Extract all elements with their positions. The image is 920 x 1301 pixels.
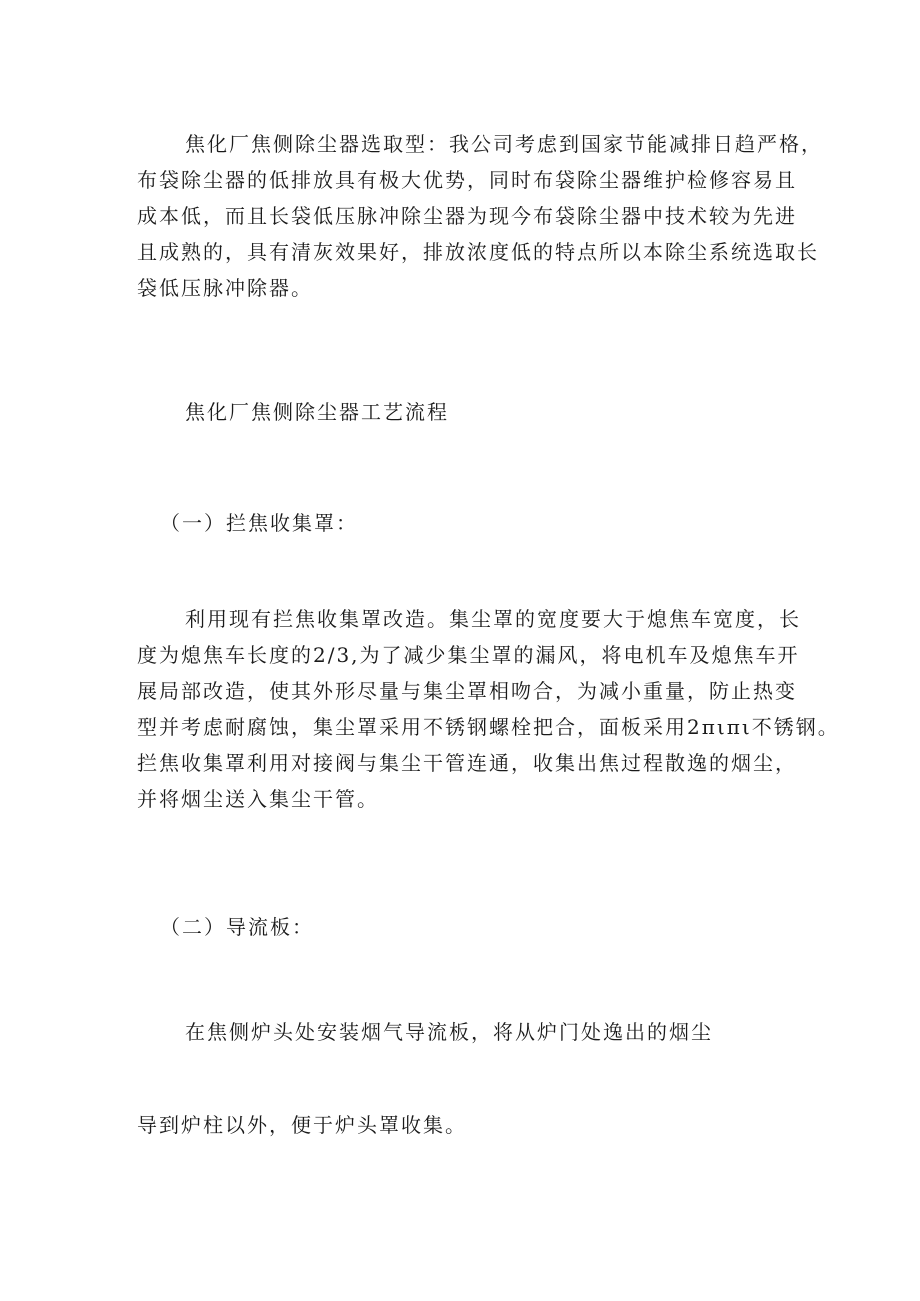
paragraph-line: 焦化厂焦侧除尘器选取型：我公司考虑到国家节能减排日趋严格， <box>185 132 823 156</box>
section-heading-process-flow: 焦化厂焦侧除尘器工艺流程 <box>185 400 449 424</box>
paragraph-deflector-line2 <box>137 1107 817 1143</box>
paragraph-line: 布袋除尘器的低排放具有极大优势，同时布袋除尘器维护检修容易且 <box>137 168 797 192</box>
paragraph-line: 并将烟尘送入集尘干管。 <box>137 787 379 811</box>
paragraph-line: 拦焦收集罩利用对接阀与集尘干管连通，收集出焦过程散逸的烟尘， <box>137 751 797 775</box>
paragraph-line: 袋低压脉冲除器。 <box>137 276 313 300</box>
paragraph-line: 导到炉柱以外，便于炉头罩收集。 <box>137 1113 467 1137</box>
subsection-title-deflector: （二）导流板： <box>160 915 314 939</box>
subsection-title-coke-guide-hood: （一）拦焦收集罩： <box>160 511 358 535</box>
paragraph-line: 度为熄焦车长度的2/3,为了减少集尘罩的漏风，将电机车及熄焦车开 <box>137 643 800 667</box>
paragraph-dust-collector-selection <box>137 126 823 306</box>
paragraph-line: 利用现有拦焦收集罩改造。集尘罩的宽度要大于熄焦车宽度，长 <box>185 607 801 631</box>
paragraph-coke-guide-hood <box>137 601 840 817</box>
paragraph-line: 成本低，而且长袋低压脉冲除尘器为现今布袋除尘器中技术较为先进 <box>137 204 797 228</box>
paragraph-line: 展局部改造，使其外形尽量与集尘罩相吻合，为减小重量，防止热变 <box>137 679 797 703</box>
paragraph-line: 型并考虑耐腐蚀，集尘罩采用不锈钢螺栓把合，面板采用2πιπι不锈钢。 <box>137 715 840 739</box>
paragraph-line: 且成熟的，具有清灰效果好，排放浓度低的特点所以本除尘系统选取长 <box>137 240 819 264</box>
paragraph-deflector-line1: 在焦侧炉头处安装烟气导流板，将从炉门处逸出的烟尘 <box>185 1020 713 1044</box>
